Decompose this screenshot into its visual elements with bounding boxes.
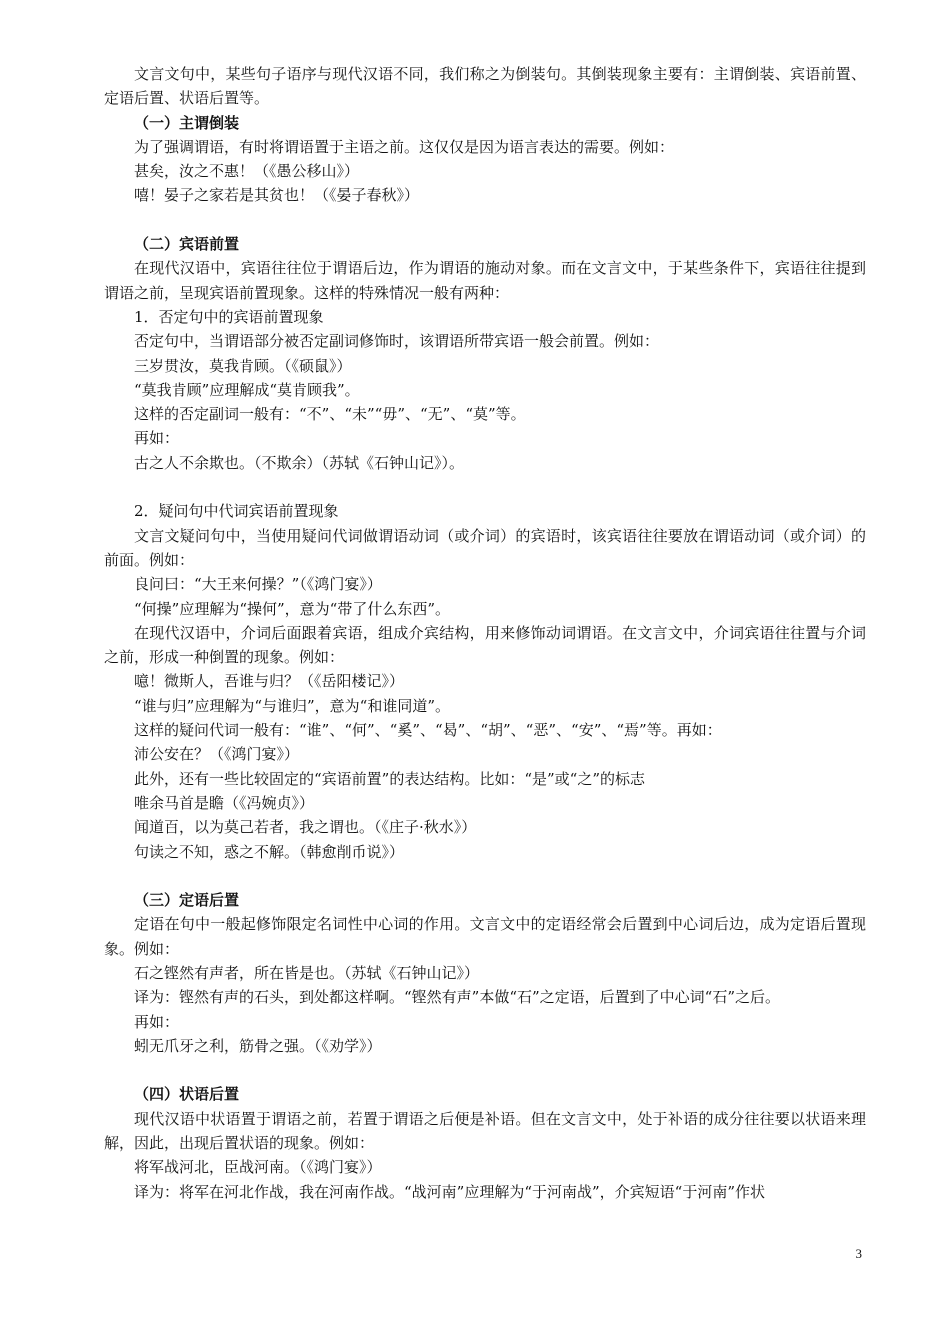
paragraph: 嘻！晏子之家若是其贫也！（《晏子春秋》） [134, 186, 420, 205]
blank-line [104, 475, 866, 499]
paragraph: 古之人不余欺也。（不欺余）（苏轼《石钟山记》）。 [134, 453, 465, 472]
section-heading: （三）定语后置 [134, 891, 240, 910]
paragraph: 译为：将军在河北作战，我在河南作战。“战河南”应理解为“于河南战”，介宾短语“于河南”作状 [134, 1182, 766, 1201]
paragraph: 在现代汉语中，宾语往往位于谓语后边，作为谓语的施动对象。而在文言文中，于某些条件下，宾语往往提到谓语之前，呈现宾语前置现象。这样的特殊情况一般有两种： [104, 259, 866, 302]
paragraph: 在现代汉语中，介词后面跟着宾语，组成介宾结构，用来修饰动词谓语。在文言文中，介词宾语往往置与介词之前，形成一种倒置的现象。例如： [104, 623, 866, 667]
paragraph: 这样的否定副词一般有：“不”、“未”“毋”、“无”、“莫”等。 [134, 405, 526, 424]
paragraph: 文言文句中，某些句子语序与现代汉语不同，我们称之为倒装句。其倒装现象主要有：主谓倒装、宾语前置、定语后置、状语后置等。 [104, 65, 866, 108]
paragraph: “谁与归”应理解为“与谁归”，意为“和谁同道”。 [134, 696, 451, 715]
section-heading: （一）主谓倒装 [134, 113, 240, 132]
paragraph: 甚矣，汝之不惠！（《愚公移山》） [134, 162, 360, 181]
paragraph: 为了强调谓语，有时将谓语置于主语之前。这仅仅是因为语言表达的需要。例如： [134, 137, 675, 156]
paragraph: 否定句中，当谓语部分被否定副词修饰时，该谓语所带宾语一般会前置。例如： [134, 332, 660, 351]
paragraph: 句读之不知，惑之不解。（韩愈削币说》） [134, 842, 405, 861]
paragraph: “莫我肯顾”应理解成“莫肯顾我”。 [134, 380, 360, 399]
paragraph: 2．疑问句中代词宾语前置现象 [134, 502, 339, 521]
paragraph: 闻道百，以为莫己若者，我之谓也。（《庄子·秋水》） [134, 818, 477, 837]
paragraph: 译为：铿然有声的石头，到处都这样啊。“铿然有声”本做“石”之定语，后置到了中心词“石”之后。 [134, 988, 781, 1007]
paragraph: 沛公安在？（《鸿门宴》） [134, 745, 300, 764]
paragraph: 蚓无爪牙之利，筋骨之强。（《劝学》） [134, 1036, 382, 1055]
paragraph: 文言文疑问句中，当使用疑问代词做谓语动词（或介词）的宾语时，该宾语往往要放在谓语动词（或介词）的前面。例如： [104, 526, 866, 569]
paragraph: 1．否定句中的宾语前置现象 [134, 307, 324, 326]
paragraph: 良问曰：“大王来何操？”（《鸿门宴》） [134, 575, 382, 594]
paragraph: 将军战河北，臣战河南。（《鸿门宴》） [134, 1158, 382, 1177]
blank-line [104, 1058, 866, 1082]
section-heading: （四）状语后置 [134, 1085, 240, 1104]
paragraph: 再如： [134, 1012, 180, 1031]
paragraph: 唯余马首是瞻（《冯婉贞》） [134, 793, 315, 812]
paragraph: 此外，还有一些比较固定的“宾语前置”的表达结构。比如：“是”或“之”的标志 [134, 769, 646, 788]
paragraph: 石之铿然有声者，所在皆是也。（苏轼《石钟山记》） [134, 963, 480, 982]
document-body [104, 62, 866, 1204]
section-heading: （二）宾语前置 [134, 235, 240, 254]
paragraph: 三岁贯汝，莫我肯顾。（《硕鼠》） [134, 356, 352, 375]
paragraph: 噫！微斯人，吾谁与归？（《岳阳楼记》） [134, 672, 405, 691]
paragraph: 现代汉语中状语置于谓语之前，若置于谓语之后便是补语。但在文言文中，处于补语的成分往往要以状语来理解，因此，出现后置状语的现象。例如： [104, 1109, 866, 1153]
paragraph: 定语在句中一般起修饰限定名词性中心词的作用。文言文中的定语经常会后置到中心词后边，成为定语后置现象。例如： [104, 915, 866, 958]
paragraph: 这样的疑问代词一般有：“谁”、“何”、“奚”、“曷”、“胡”、“恶”、“安”、“焉”等。再如： [134, 721, 722, 740]
blank-line [104, 864, 866, 888]
blank-line [104, 208, 866, 232]
paragraph: “何操”应理解为“操何”，意为“带了什么东西”。 [134, 599, 451, 618]
page-number: 3 [855, 1246, 862, 1261]
paragraph: 再如： [134, 429, 180, 448]
